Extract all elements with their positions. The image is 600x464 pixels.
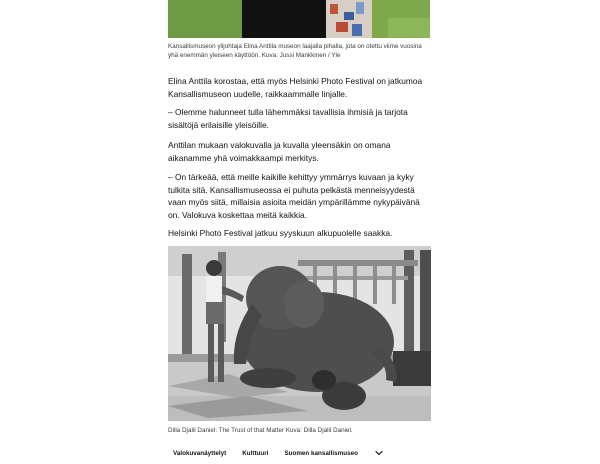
elephant-photo-caption: Dilla Djalil Daniel: The Trust of that Matter Kuva: Dilla Djalil Daniel.: [168, 427, 353, 434]
tag-suomen-kansallismuseo[interactable]: Suomen kansallismuseo: [284, 449, 358, 457]
tag-valokuvanayttelyt[interactable]: Valokuvanäyttelyt: [173, 449, 227, 457]
tag-kulttuuri[interactable]: Kulttuuri: [242, 449, 269, 457]
chevron-down-icon-glyph: [374, 448, 384, 458]
paragraph-1: Elina Anttila korostaa, että myös Helsinki Photo Festival on jatkumoa Kansallismuseon uudelle, raikkaammalle linjalle.: [168, 76, 423, 99]
chevron-down-icon[interactable]: [374, 448, 384, 458]
paragraph-2: – Olemme halunneet tulla lähemmäksi tavallisia ihmisiä ja tarjota sisältöjä erilaisille yleisöille.: [168, 107, 408, 130]
paragraph-4: – On tärkeää, että meille kaikille kehittyy ymmärrys kuvaan ja kyky tulkita sitä. Kansallismuseossa ei puhuta pelkästä menneisyydestä vaan myös siitä, millaisia asioita meidän ympärillämme nykypäivänä on. Valokuva koskettaa meitä kaikkia.: [168, 172, 420, 220]
paragraph-5: Helsinki Photo Festival jatkuu syyskuun alkupuolelle saakka.: [168, 228, 393, 238]
elephant-photo: [168, 246, 431, 421]
top-photo-image: [168, 0, 430, 38]
paragraph-3: Anttilan mukaan valokuvalla ja kuvalla yleensäkin on omana aikanamme yhä voimakkaampi merkitys.: [168, 140, 391, 163]
tag-list: [168, 446, 432, 460]
top-photo-caption: Kansallismuseon ylijohtaja Elina Anttila museon laajalla pihalla, jota on otettu viime vuosina yhä enemmän yleiseen käyttöön. Kuva: Jussi Mankkinen / Yle: [168, 43, 422, 59]
elephant-photo-image: [168, 246, 431, 421]
top-photo: [168, 0, 430, 38]
